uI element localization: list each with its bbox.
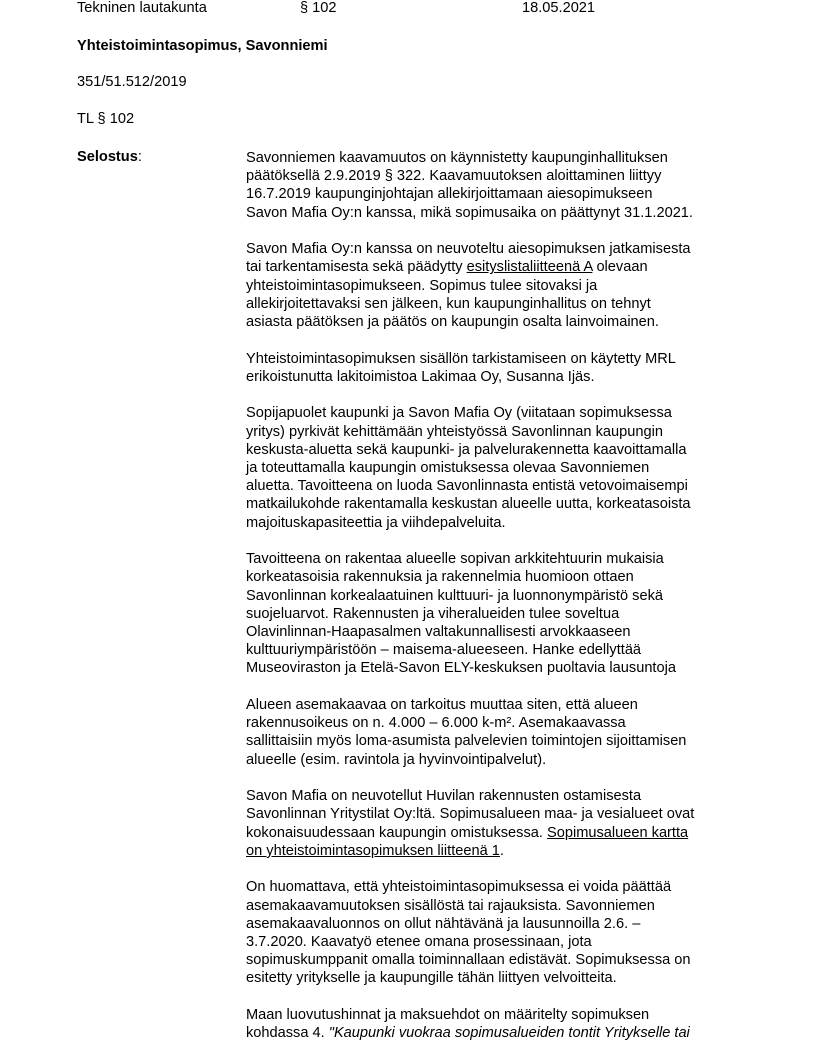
paragraph-7-start: Savon Mafia on neuvotellut Huvilan rakennusten ostamisesta Savonlinnan Yritystilat Oy:ltä. Sopimusalueen maa- ja vesialueet ovat kokonaisuudessaan kaupungin omistuksessa. xyxy=(246,788,695,841)
paragraph-2-start: Savon Mafia Oy:n kanssa on neuvoteltu aiesopimuksen jatkamisesta tai tarkentamisesta sekä päädytty xyxy=(246,241,691,276)
area-map-link[interactable]: Sopimusalueen kartta on yhteistoimintasopimuksen liitteenä 1 xyxy=(246,824,689,859)
section-number: § 102 xyxy=(300,0,337,16)
selostus-label-colon: : xyxy=(137,149,142,165)
document-title: Yhteistoimintasopimus, Savonniemi xyxy=(77,38,328,54)
attachment-a-link[interactable]: esityslistaliitteenä A xyxy=(466,259,593,276)
paragraph-2-end: olevaan yhteistoimintasopimukseen. Sopimus tulee sitovaksi ja allekirjoitettavaksi sen jälkeen, kun kaupunginhallitus on tehnyt asiasta päätöksen ja päätös on kaupungin osalta lainvoimainen. xyxy=(246,259,659,331)
paragraph-6: Alueen asemakaavaa on tarkoitus muuttaa siten, että alueen rakennusoikeus on n. 4.000 – 6.000 k-m². Asemakaavassa sallittaisiin myös loma-asumista palvelevien toimintojen sijoittamisen alueelle (esim. ravintola ja hyvinvointipalvelut). xyxy=(246,697,687,768)
paragraph-7 xyxy=(246,787,746,860)
selostus-label-text: Selostus xyxy=(77,149,138,165)
paragraph-3: Yhteistoimintasopimuksen sisällön tarkistamiseen on käytetty MRL erikoistunutta lakitoimistoa Lakimaa Oy, Susanna Ijäs. xyxy=(246,350,676,385)
paragraph-9-start: Maan luovutushinnat ja maksuehdot on määritelty sopimuksen kohdassa 4. xyxy=(246,1007,650,1042)
paragraph-9-quote: "Kaupunki vuokraa sopimusalueiden tontit Yritykselle tai xyxy=(328,1025,690,1042)
paragraph-1: Savonniemen kaavamuutos on käynnistetty kaupunginhallituksen päätöksellä 2.9.2019 § 322. Kaavamuutoksen aloittaminen liittyy 16.7.2019 kaupunginjohtajan allekirjoittamaan aiesopimukseen Savon Mafia Oy:n kanssa, mikä sopimusaika on päättynyt 31.1.2021. xyxy=(246,150,693,221)
selostus-body xyxy=(246,149,746,1042)
paragraph-2 xyxy=(246,240,746,331)
page-header xyxy=(0,0,816,19)
meeting-date: 18.05.2021 xyxy=(522,0,596,16)
paragraph-4: Sopijapuolet kaupunki ja Savon Mafia Oy (viitataan sopimuksessa yritys) pyrkivät kehittämään yhteistyössä Savonlinnan kaupungin keskusta-aluetta sekä kaupunki- ja palvelurakennetta kaavoittamalla ja toteuttamalla kaupungin omistuksessa olevaa Savonniemen aluetta. Tavoitteena on luoda Savonlinnasta entistä vetovoimaisempi matkailukohde rakentamalla keskustan alueelle uutta, korkeatasoista majoituskapasiteettia ja viihdepalveluita. xyxy=(246,405,691,531)
tl-reference: TL § 102 xyxy=(77,111,135,127)
paragraph-8: On huomattava, että yhteistoimintasopimuksessa ei voida päättää asemakaavamuutoksen sisällöstä tai rajauksista. Savonniemen asemakaavaluonnos on ollut nähtävänä ja lausunnoilla 2.6. – 3.7.2020. Kaavatyö etenee omana prosessinaan, jota sopimuskumppanit omalla toiminnallaan edistävät. Sopimuksessa on esitetty yritykselle ja kaupungille tähän liittyen velvoitteita. xyxy=(246,879,691,987)
selostus-label xyxy=(77,148,142,166)
paragraph-7-end: . xyxy=(499,842,504,859)
paragraph-5: Tavoitteena on rakentaa alueelle sopivan arkkitehtuurin mukaisia korkeatasoisia rakennuksia ja rakennelmia huomioon ottaen Savonlinnan korkealaatuinen kulttuuri- ja luonnonympäristö sekä suojeluarvot. Rakennusten ja viheralueiden tulee soveltua Olavinlinnan-Haapasalmen valtakunnallisesti arvokkaaseen kulttuuriympäristöön – maisema-alueeseen. Hanke edellyttää Museoviraston ja Etelä-Savon ELY-keskuksen puoltavia lausuntoja xyxy=(246,551,676,677)
committee-name: Tekninen lautakunta xyxy=(77,0,207,16)
diary-number: 351/51.512/2019 xyxy=(77,74,187,90)
paragraph-9 xyxy=(246,1006,746,1042)
